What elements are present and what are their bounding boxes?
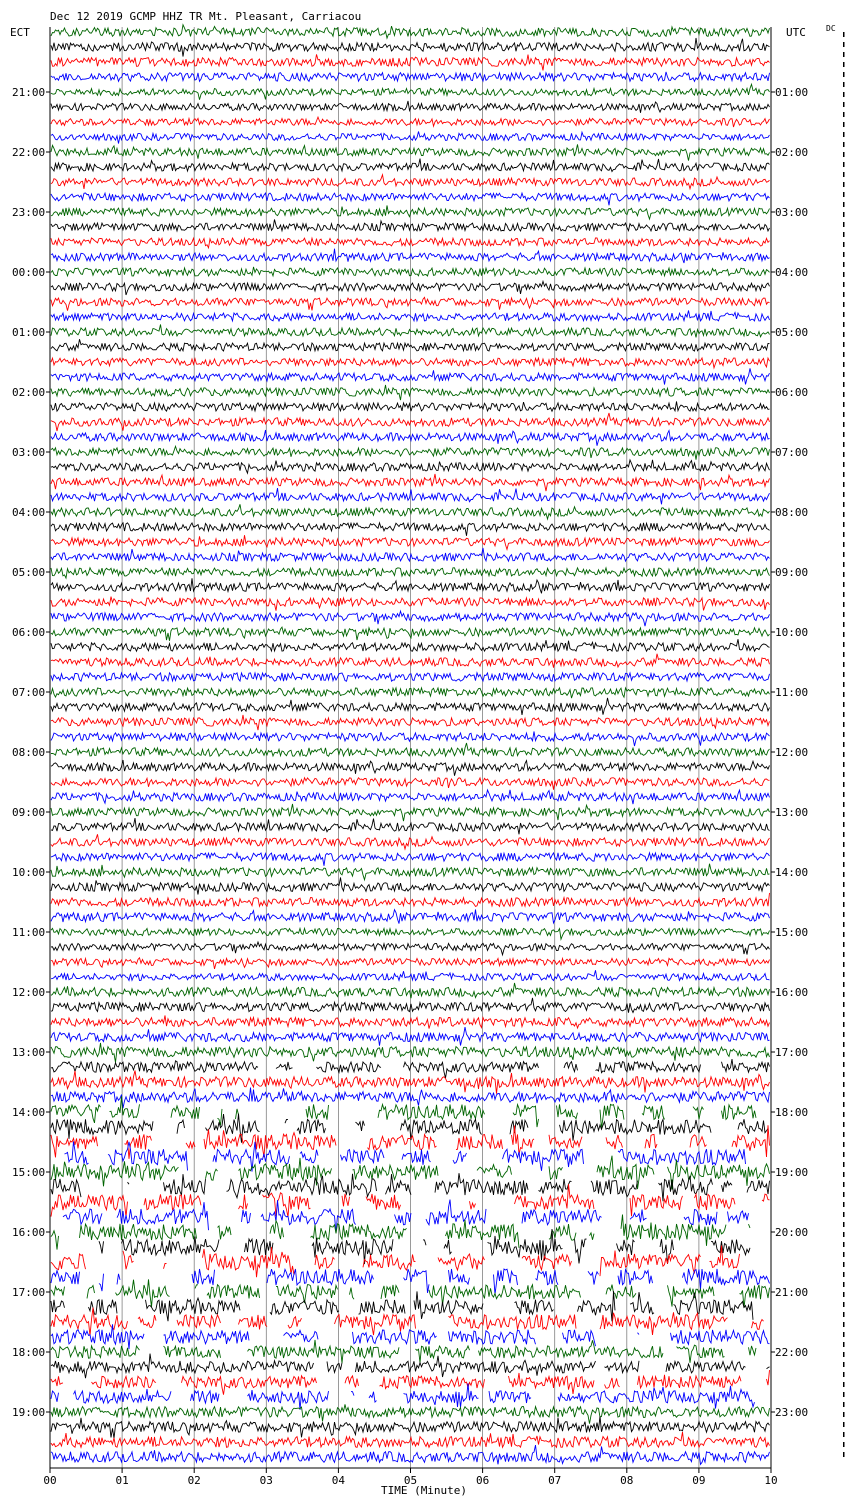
dot-mark <box>843 102 845 107</box>
right-hour-label: 09:00 <box>775 566 809 579</box>
dot-mark <box>843 1172 845 1177</box>
dot-mark <box>843 962 845 967</box>
left-hour-label: 21:00 <box>12 86 46 99</box>
dot-mark <box>843 992 845 997</box>
dot-mark <box>843 1422 845 1427</box>
dot-mark <box>843 392 845 397</box>
dot-mark <box>843 1052 845 1057</box>
right-hour-label: 15:00 <box>775 926 809 939</box>
dot-mark <box>843 1152 845 1157</box>
dot-mark <box>843 572 845 577</box>
left-axis-label: ECT <box>10 26 30 39</box>
dot-mark <box>843 42 845 47</box>
dot-mark <box>843 542 845 547</box>
dot-mark <box>843 1092 845 1097</box>
dot-mark <box>843 692 845 697</box>
right-hour-label: 03:00 <box>775 206 809 219</box>
trace-line <box>63 1200 749 1233</box>
left-hour-label: 19:00 <box>12 1406 46 1419</box>
dot-mark <box>843 352 845 357</box>
left-hour-label: 07:00 <box>12 686 46 699</box>
x-tick-label-02: 02 <box>187 1474 201 1487</box>
trace-line <box>65 1141 746 1171</box>
dot-mark <box>843 1162 845 1167</box>
trace-line <box>51 1308 764 1336</box>
dot-mark <box>843 862 845 867</box>
left-hour-label: 04:00 <box>12 506 46 519</box>
dot-mark <box>843 1322 845 1327</box>
dot-mark <box>843 882 845 887</box>
dot-mark <box>843 1242 845 1247</box>
dot-mark <box>843 1122 845 1127</box>
dot-mark <box>843 852 845 857</box>
dot-mark <box>843 432 845 437</box>
dot-mark <box>843 1102 845 1107</box>
left-hour-label: 17:00 <box>12 1286 46 1299</box>
dot-mark <box>843 802 845 807</box>
dot-mark <box>843 952 845 957</box>
dot-mark <box>843 522 845 527</box>
dot-mark <box>843 652 845 657</box>
dot-mark <box>843 972 845 977</box>
dot-mark <box>843 1142 845 1147</box>
dot-mark <box>843 1042 845 1047</box>
dot-mark <box>843 132 845 137</box>
dot-mark <box>843 1022 845 1027</box>
dot-mark <box>843 612 845 617</box>
left-hour-label: 05:00 <box>12 566 46 579</box>
dot-mark <box>843 312 845 317</box>
dot-mark <box>843 62 845 67</box>
dot-mark <box>843 1312 845 1317</box>
dot-mark <box>843 512 845 517</box>
right-hour-label: 21:00 <box>775 1286 809 1299</box>
x-tick-label-05: 05 <box>403 1474 418 1487</box>
dot-mark <box>843 332 845 337</box>
right-hour-label: 02:00 <box>775 146 809 159</box>
left-hour-label: 06:00 <box>12 626 46 639</box>
x-tick-label-06: 06 <box>475 1474 490 1487</box>
dot-mark <box>843 302 845 307</box>
left-hour-label: 10:00 <box>12 866 46 879</box>
dot-mark <box>843 812 845 817</box>
dot-mark <box>843 1292 845 1297</box>
dot-mark <box>843 1252 845 1257</box>
dot-mark <box>843 122 845 127</box>
dot-mark <box>843 752 845 757</box>
dot-mark <box>843 1132 845 1137</box>
dot-mark <box>843 1012 845 1017</box>
dot-mark <box>843 72 845 77</box>
dot-mark <box>843 1432 845 1437</box>
dot-mark <box>843 422 845 427</box>
dot-mark <box>843 172 845 177</box>
dot-mark <box>843 982 845 987</box>
right-hour-label: 07:00 <box>775 446 809 459</box>
dot-mark <box>843 92 845 97</box>
trace-line <box>51 1096 756 1128</box>
left-hour-label: 12:00 <box>12 986 46 999</box>
right-hour-label: 11:00 <box>775 686 809 699</box>
left-hour-label: 14:00 <box>12 1106 46 1119</box>
dot-mark <box>843 742 845 747</box>
dot-mark <box>843 892 845 897</box>
dot-mark <box>843 152 845 157</box>
dot-mark <box>843 672 845 677</box>
dot-mark <box>843 1332 845 1337</box>
dot-mark <box>843 842 845 847</box>
left-hour-label: 00:00 <box>12 266 46 279</box>
right-hour-label: 10:00 <box>775 626 809 639</box>
dot-mark <box>843 1222 845 1227</box>
dot-mark <box>843 712 845 717</box>
right-hour-label: 13:00 <box>775 806 809 819</box>
left-hour-label: 09:00 <box>12 806 46 819</box>
dot-mark <box>843 182 845 187</box>
dot-mark <box>843 372 845 377</box>
left-hour-label: 01:00 <box>12 326 46 339</box>
dot-mark <box>843 782 845 787</box>
left-hour-label: 08:00 <box>12 746 46 759</box>
dot-mark <box>843 722 845 727</box>
dot-mark <box>843 142 845 147</box>
dot-mark <box>843 592 845 597</box>
dot-mark <box>843 682 845 687</box>
dot-mark <box>843 402 845 407</box>
dot-mark <box>843 242 845 247</box>
right-hour-label: 01:00 <box>775 86 809 99</box>
left-hour-label: 23:00 <box>12 206 46 219</box>
right-hour-label: 06:00 <box>775 386 809 399</box>
dot-mark <box>843 472 845 477</box>
right-dotted-strip <box>843 32 845 1457</box>
dot-mark <box>843 822 845 827</box>
dot-mark <box>843 452 845 457</box>
x-tick-label-03: 03 <box>259 1474 273 1487</box>
dot-mark <box>843 112 845 117</box>
dot-mark <box>843 1082 845 1087</box>
right-hour-label: 19:00 <box>775 1166 809 1179</box>
dot-mark <box>843 642 845 647</box>
dot-mark <box>843 1002 845 1007</box>
dot-mark <box>843 262 845 267</box>
dot-mark <box>843 1032 845 1037</box>
dot-mark <box>843 1352 845 1357</box>
right-hour-label: 20:00 <box>775 1226 809 1239</box>
dot-mark <box>843 322 845 327</box>
dot-mark <box>843 632 845 637</box>
dot-mark <box>843 502 845 507</box>
left-hour-label: 03:00 <box>12 446 46 459</box>
dot-mark <box>843 1442 845 1447</box>
dot-mark <box>843 902 845 907</box>
dot-mark <box>843 1182 845 1187</box>
dot-mark <box>843 1302 845 1307</box>
dot-mark <box>843 1062 845 1067</box>
dot-mark <box>843 912 845 917</box>
dot-mark <box>843 602 845 607</box>
x-tick-label-04: 04 <box>331 1474 346 1487</box>
dot-mark <box>843 922 845 927</box>
dot-mark <box>843 1212 845 1217</box>
dot-mark <box>843 442 845 447</box>
dot-mark <box>843 622 845 627</box>
dot-mark <box>843 1072 845 1077</box>
dot-mark <box>843 552 845 557</box>
trace-line <box>51 1291 753 1321</box>
right-hour-label: 22:00 <box>775 1346 809 1359</box>
right-hour-label: 14:00 <box>775 866 809 879</box>
dot-mark <box>843 362 845 367</box>
x-axis-label: TIME (Minute) <box>380 1484 468 1497</box>
chart-title: Dec 12 2019 GCMP HHZ TR Mt. Pleasant, Carriacou <box>50 10 362 23</box>
dot-mark <box>843 252 845 257</box>
dot-mark <box>843 82 845 87</box>
dot-mark <box>843 562 845 567</box>
dot-mark <box>843 1362 845 1367</box>
dot-mark <box>843 1262 845 1267</box>
right-hour-label: 04:00 <box>775 266 809 279</box>
corner-tag: DC <box>826 24 836 33</box>
right-hour-label: 17:00 <box>775 1046 809 1059</box>
left-hour-label: 18:00 <box>12 1346 46 1359</box>
left-hour-label: 22:00 <box>12 146 46 159</box>
dot-mark <box>843 1412 845 1417</box>
dot-mark <box>843 232 845 237</box>
dot-mark <box>843 582 845 587</box>
dot-mark <box>843 1232 845 1237</box>
dot-mark <box>843 1402 845 1407</box>
trace-line <box>51 1246 740 1278</box>
dot-mark <box>843 762 845 767</box>
dot-mark <box>843 772 845 777</box>
right-hour-label: 18:00 <box>775 1106 809 1119</box>
left-hour-label: 02:00 <box>12 386 46 399</box>
dot-mark <box>843 482 845 487</box>
dot-mark <box>843 1282 845 1287</box>
dot-mark <box>843 1272 845 1277</box>
left-hour-label: 13:00 <box>12 1046 46 1059</box>
dot-mark <box>843 942 845 947</box>
dot-mark <box>843 702 845 707</box>
dot-mark <box>843 282 845 287</box>
left-hour-label: 11:00 <box>12 926 46 939</box>
right-axis-label: UTC <box>786 26 806 39</box>
dot-mark <box>843 342 845 347</box>
dot-mark <box>843 492 845 497</box>
dot-mark <box>843 412 845 417</box>
right-hour-label: 23:00 <box>775 1406 809 1419</box>
right-hour-label: 16:00 <box>775 986 809 999</box>
left-hour-label: 15:00 <box>12 1166 46 1179</box>
dot-mark <box>843 1452 845 1457</box>
dot-mark <box>843 662 845 667</box>
dot-mark <box>843 1112 845 1117</box>
dot-mark <box>843 52 845 57</box>
left-hour-label: 16:00 <box>12 1226 46 1239</box>
dot-mark <box>843 1202 845 1207</box>
dot-mark <box>843 222 845 227</box>
dot-mark <box>843 532 845 537</box>
dot-mark <box>843 732 845 737</box>
right-hour-label: 05:00 <box>775 326 809 339</box>
x-tick-label-01: 01 <box>115 1474 129 1487</box>
dot-mark <box>843 832 845 837</box>
dot-mark <box>843 202 845 207</box>
trace-line <box>51 1383 755 1410</box>
x-tick-label-09: 09 <box>692 1474 706 1487</box>
right-hour-label: 12:00 <box>775 746 809 759</box>
dot-mark <box>843 1192 845 1197</box>
dot-mark <box>843 1392 845 1397</box>
dot-mark <box>843 1342 845 1347</box>
dot-mark <box>843 462 845 467</box>
right-hour-label: 08:00 <box>775 506 809 519</box>
dot-mark <box>843 872 845 877</box>
dot-mark <box>843 192 845 197</box>
x-tick-label-07: 07 <box>548 1474 562 1487</box>
dot-mark <box>843 32 845 37</box>
dot-mark <box>843 932 845 937</box>
dot-mark <box>843 212 845 217</box>
x-tick-label-00: 00 <box>43 1474 57 1487</box>
dot-mark <box>843 162 845 167</box>
dot-mark <box>843 382 845 387</box>
dot-mark <box>843 272 845 277</box>
dot-mark <box>843 292 845 297</box>
dot-mark <box>843 1382 845 1387</box>
x-tick-label-10: 10 <box>764 1474 778 1487</box>
x-tick-label-08: 08 <box>620 1474 634 1487</box>
dot-mark <box>843 792 845 797</box>
dot-mark <box>843 1372 845 1377</box>
